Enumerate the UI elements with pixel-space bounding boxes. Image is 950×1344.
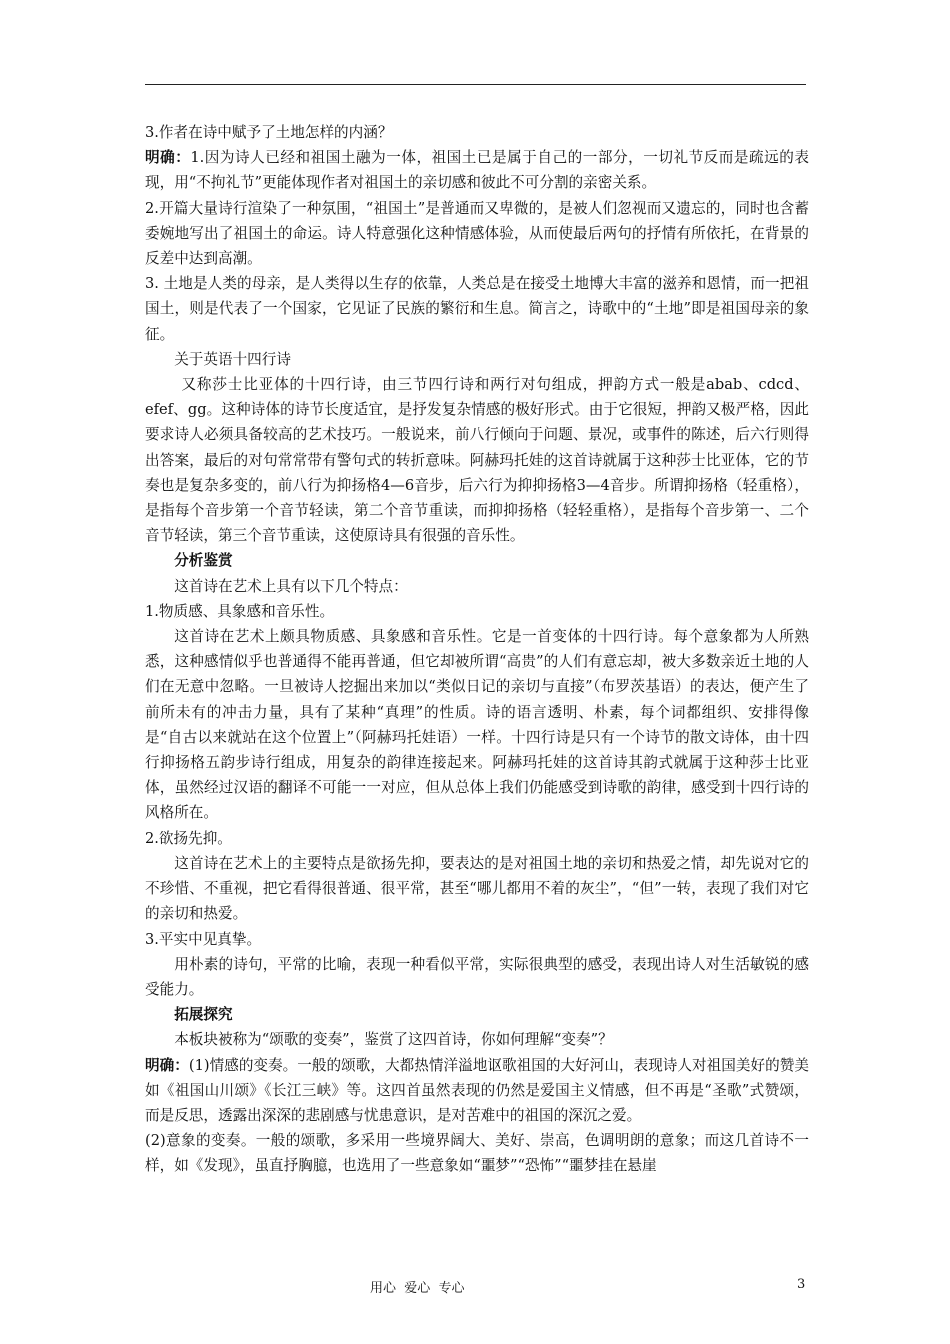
extend-answer-2: (2)意象的变奏。一般的颂歌，多采用一些境界阔大、美好、崇高，色调明朗的意象；而这几首诗不一样，如《发现》，虽直抒胸臆，也选用了一些意象如“噩梦”“恐怖”“噩梦挂在悬崖 — [145, 1132, 809, 1175]
page-number: 3 — [797, 1277, 806, 1292]
document-body — [145, 120, 809, 1179]
answer-1 — [145, 145, 809, 195]
extend-intro: 本板块被称为“颂歌的变奏”，鉴赏了这四首诗，你如何理解“变奏”？ — [174, 1031, 613, 1049]
answer-1-text: 1.因为诗人已经和祖国土融为一体，祖国土已是属于自己的一部分，一切礼节反而是疏远的表现，用“不拘礼节”更能体现作者对祖国土的亲切感和彼此不可分割的亲密关系。 — [145, 149, 809, 192]
analysis-heading: 分析鉴赏 — [174, 552, 233, 570]
sonnet-title: 关于英语十四行诗 — [174, 350, 291, 368]
footer-slogan: 用心 爱心 专心 — [370, 1281, 465, 1296]
answer-label: 明确： — [145, 149, 191, 167]
analysis-intro: 这首诗在艺术上具有以下几个特点： — [174, 577, 408, 595]
point-3-title: 3.平实中见真挚。 — [145, 930, 262, 948]
answer-3: 3. 土地是人类的母亲，是人类得以生存的依靠，人类总是在接受土地博大丰富的滋养和恩情，而一把祖国土，则是代表了一个国家，它见证了民族的繁衍和生息。简言之，诗歌中的“土地”即是祖国母亲的象征。 — [145, 275, 809, 343]
point-3-body: 用朴素的诗句，平常的比喻，表现一种看似平常，实际很典型的感受，表现出诗人对生活敏锐的感受能力。 — [145, 955, 809, 998]
point-1-title: 1.物质感、具象感和音乐性。 — [145, 602, 335, 620]
extend-answer-1-text: (1)情感的变奏。一般的颂歌，大都热情洋溢地讴歌祖国的大好河山，表现诗人对祖国美好的赞美如《祖国山川颂》《长江三峡》等。这四首虽然表现的仍然是爱国主义情感，但不再是“圣歌”式赞颂，而是反思，透露出深深的悲剧感与忧患意识，是对苦难中的祖国的深沉之爱。 — [145, 1056, 809, 1124]
sonnet-paragraph: 又称莎士比亚体的十四行诗，由三节四行诗和两行对句组成，押韵方式一般是abab、cdcd、efef、gg。这种诗体的诗节长度适宜，是抒发复杂情感的极好形式。由于它很短，押韵又极严格，因此要求诗人必须具备较高的艺术技巧。一般说来，前八行倾向于问题、景况，或事件的陈述，后六行则得出答案，最后的对句常常带有警句式的转折意味。阿赫玛托娃的这首诗就属于这种莎士比亚体，它的节奏也是复杂多变的，前八行为抑扬格4—6音步，后六行为抑抑扬格3—4音步。所谓抑扬格（轻重格），是指每个音步第一个音节轻读，第二个音节重读，而抑抑扬格（轻轻重格），是指每个音步第一、二个音节轻读，第三个音节重读，这使原诗具有很强的音乐性。 — [145, 376, 809, 545]
extend-heading: 拓展探究 — [174, 1006, 233, 1024]
header-rule — [145, 84, 806, 85]
extend-answer-label: 明确： — [145, 1056, 189, 1074]
point-2-body: 这首诗在艺术上的主要特点是欲扬先抑，要表达的是对祖国土地的亲切和热爱之情，却先说对它的不珍惜、不重视，把它看得很普通、很平常，甚至“哪儿都用不着的灰尘”，“但”一转，表现了我们对它的亲切和热爱。 — [145, 854, 809, 923]
point-2-title: 2.欲扬先抑。 — [145, 829, 232, 847]
question-3: 3.作者在诗中赋予了土地怎样的内涵？ — [145, 124, 393, 141]
point-1-body: 这首诗在艺术上颇具物质感、具象感和音乐性。它是一首变体的十四行诗。每个意象都为人所熟悉，这种感情似乎也普通得不能再普通，但它却被所谓“高贵”的人们有意忘却，被大多数亲近土地的人们在无意中忽略。一旦被诗人挖掘出来加以“类似日记的亲切与直接”（布罗茨基语）的表达，便产生了前所未有的冲击力量，具有了某种“真理”的性质。诗的语言透明、朴素，每个词都组织、安排得像是“自古以来就站在这个位置上”（阿赫玛托娃语）一样。十四行诗是只有一个诗节的散文诗体，由十四行抑扬格五韵步诗行组成，用复杂的韵律连接起来。阿赫玛托娃的这首诗其韵式就属于这种莎士比亚体，虽然经过汉语的翻译不可能一一对应，但从总体上我们仍能感受到诗歌的韵律，感受到十四行诗的风格所在。 — [145, 628, 809, 822]
answer-2: 2.开篇大量诗行渲染了一种氛围，“祖国土”是普通而又卑微的，是被人们忽视而又遗忘的，同时也含蓄委婉地写出了祖国土的命运。诗人特意强化这种情感体验，从而使最后两句的抒情有所依托，在背景的反差中达到高潮。 — [145, 199, 809, 268]
extend-answer-1 — [145, 1053, 809, 1129]
